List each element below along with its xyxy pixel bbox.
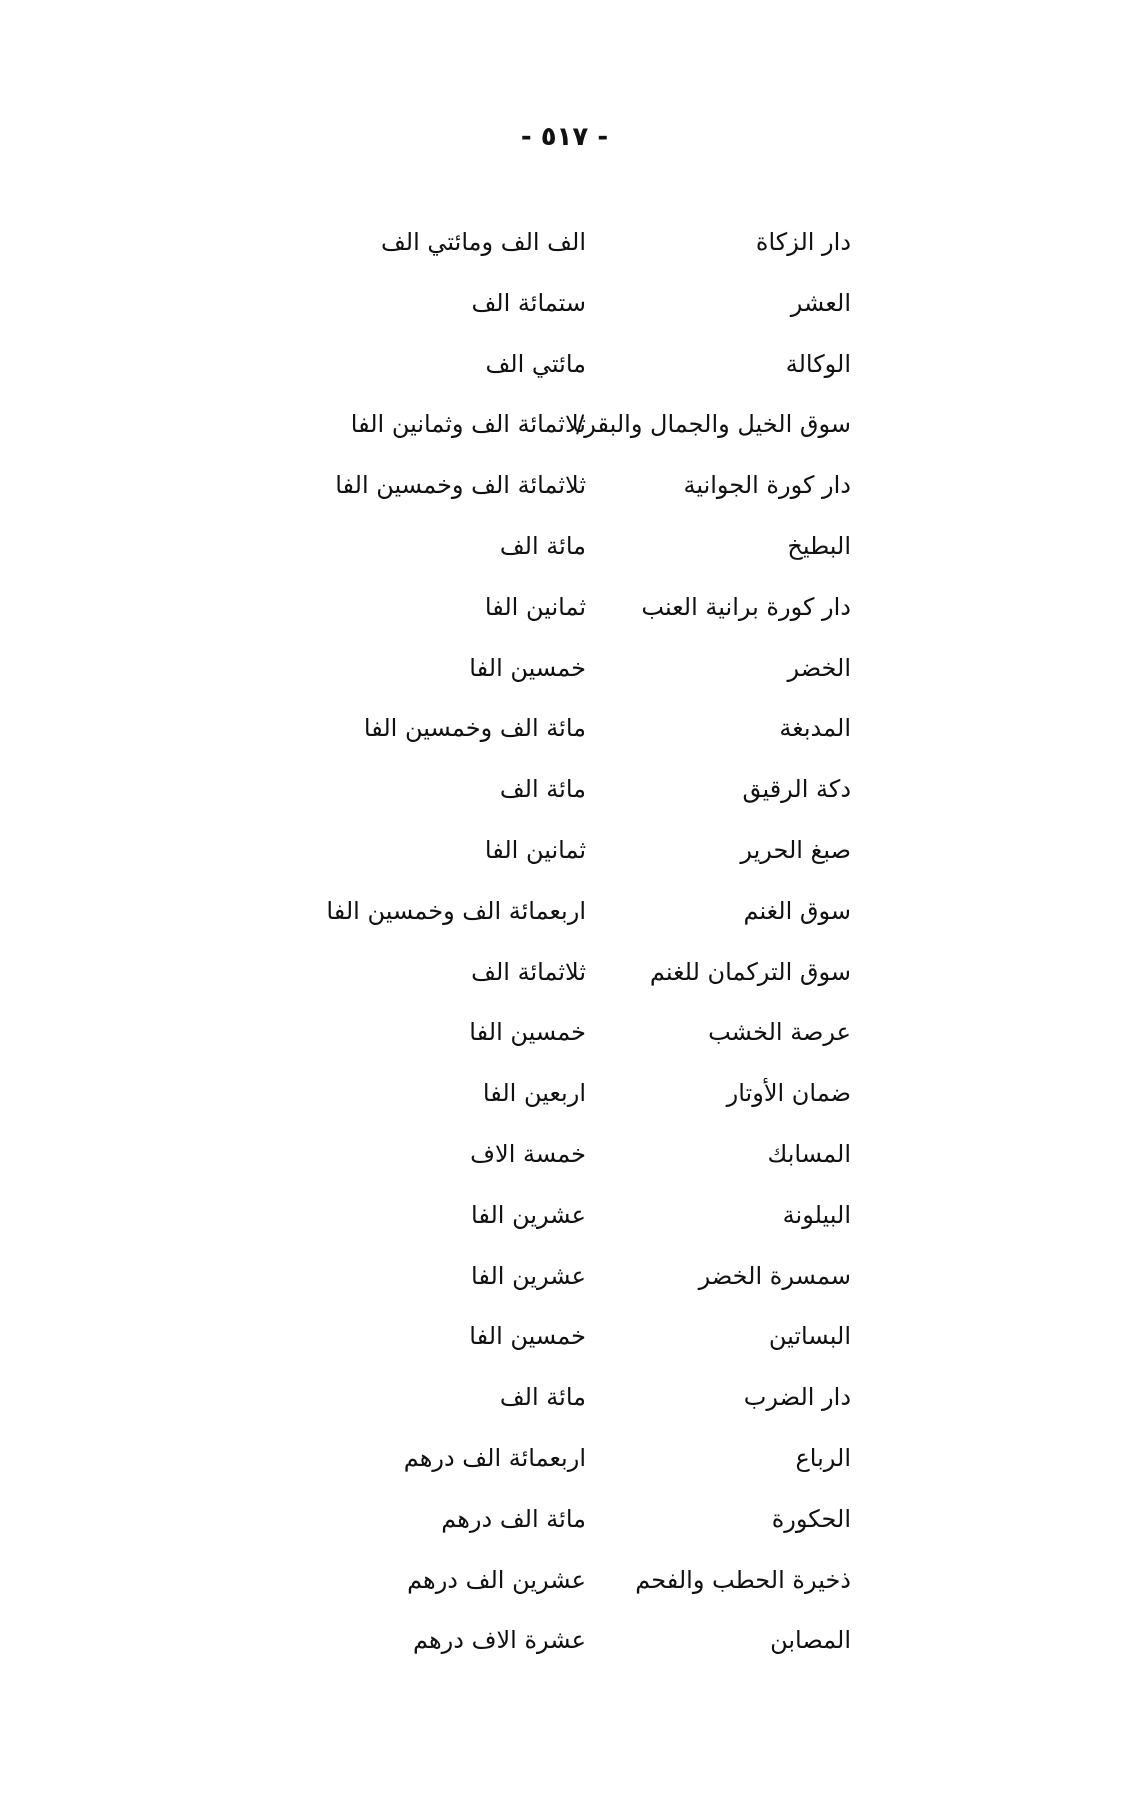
ledger-row — [0, 471, 1129, 532]
ledger-row — [0, 775, 1129, 836]
revenue-source: دار كورة برانية العنب — [641, 592, 851, 621]
revenue-amount: خمسة الاف — [470, 1139, 586, 1168]
revenue-source: المدبغة — [779, 714, 851, 743]
ledger-row — [0, 1201, 1129, 1262]
ledger-row — [0, 1079, 1129, 1140]
revenue-amount: ثلاثمائة الف وخمسين الفا — [335, 471, 586, 500]
revenue-amount: ستمائة الف — [471, 288, 586, 317]
ledger-row — [0, 1322, 1129, 1383]
ledger-row — [0, 1383, 1129, 1444]
revenue-amount: ثمانين الفا — [484, 592, 586, 621]
revenue-source: البساتين — [768, 1322, 851, 1351]
revenue-amount: عشرين الفا — [471, 1261, 586, 1290]
ledger-row — [0, 532, 1129, 593]
revenue-source: ذخيرة الحطب والفحم — [635, 1565, 851, 1594]
ledger-row — [0, 714, 1129, 775]
ledger-row — [0, 897, 1129, 958]
revenue-source: ضمان الأوتار — [726, 1079, 851, 1108]
revenue-amount: مائتي الف — [485, 349, 586, 378]
ledger-row — [0, 958, 1129, 1019]
ledger-row — [0, 1444, 1129, 1505]
revenue-amount: مائة الف — [499, 531, 586, 560]
revenue-source: الرباع — [795, 1443, 851, 1472]
revenue-amount: اربعمائة الف درهم — [403, 1443, 586, 1472]
revenue-amount: خمسين الفا — [469, 653, 586, 682]
ledger-row — [0, 1262, 1129, 1323]
revenue-source: الحكورة — [771, 1504, 851, 1533]
revenue-amount: اربعمائة الف وخمسين الفا — [326, 896, 586, 925]
revenue-amount: ثلاثمائة الف وثمانين الفا — [350, 410, 586, 439]
revenue-amount: مائة الف درهم — [441, 1504, 586, 1533]
ledger-row — [0, 1140, 1129, 1201]
revenue-source: سوق الغنم — [743, 896, 851, 925]
revenue-amount: مائة الف — [499, 775, 586, 804]
ledger-row — [0, 1018, 1129, 1079]
revenue-amount: مائة الف وخمسين الفا — [363, 714, 586, 743]
revenue-source: سوق الخيل والجمال والبقر/ — [576, 410, 851, 439]
revenue-source: سوق التركمان للغنم — [649, 957, 851, 986]
ledger-row — [0, 654, 1129, 715]
ledger-row — [0, 410, 1129, 471]
revenue-amount: مائة الف — [499, 1383, 586, 1412]
revenue-source: عرصة الخشب — [708, 1018, 851, 1047]
ledger-row — [0, 1626, 1129, 1687]
revenue-ledger — [0, 228, 1129, 1687]
revenue-amount: ثلاثمائة الف — [471, 957, 586, 986]
revenue-source: الوكالة — [785, 349, 851, 378]
ledger-row — [0, 1566, 1129, 1627]
ledger-row — [0, 593, 1129, 654]
revenue-amount: عشرة الاف درهم — [413, 1626, 586, 1655]
ledger-row — [0, 228, 1129, 289]
revenue-amount: الف الف ومائتي الف — [380, 228, 586, 256]
ledger-row — [0, 350, 1129, 411]
ledger-row — [0, 289, 1129, 350]
ledger-row — [0, 836, 1129, 897]
revenue-source: دكة الرقيق — [742, 775, 851, 804]
revenue-amount: خمسين الفا — [469, 1322, 586, 1351]
revenue-amount: عشرين الفا — [471, 1200, 586, 1229]
page-number: - ٥١٧ - — [520, 122, 609, 152]
revenue-amount: اربعين الفا — [482, 1079, 586, 1108]
revenue-source: المسابك — [767, 1139, 851, 1168]
revenue-amount: عشرين الف درهم — [407, 1565, 586, 1594]
revenue-amount: ثمانين الفا — [484, 835, 586, 864]
revenue-source: سمسرة الخضر — [698, 1261, 851, 1290]
revenue-source: المصابن — [770, 1626, 851, 1655]
revenue-source: دار الزكاة — [755, 228, 851, 256]
revenue-source: الخضر — [787, 653, 851, 682]
revenue-source: العشر — [790, 288, 851, 317]
revenue-source: البطيخ — [787, 531, 851, 560]
revenue-source: دار الضرب — [743, 1383, 851, 1412]
revenue-source: البيلونة — [782, 1200, 851, 1229]
revenue-source: دار كورة الجوانية — [683, 471, 851, 500]
ledger-row — [0, 1505, 1129, 1566]
revenue-source: صبغ الحرير — [740, 835, 851, 864]
revenue-amount: خمسين الفا — [469, 1018, 586, 1047]
